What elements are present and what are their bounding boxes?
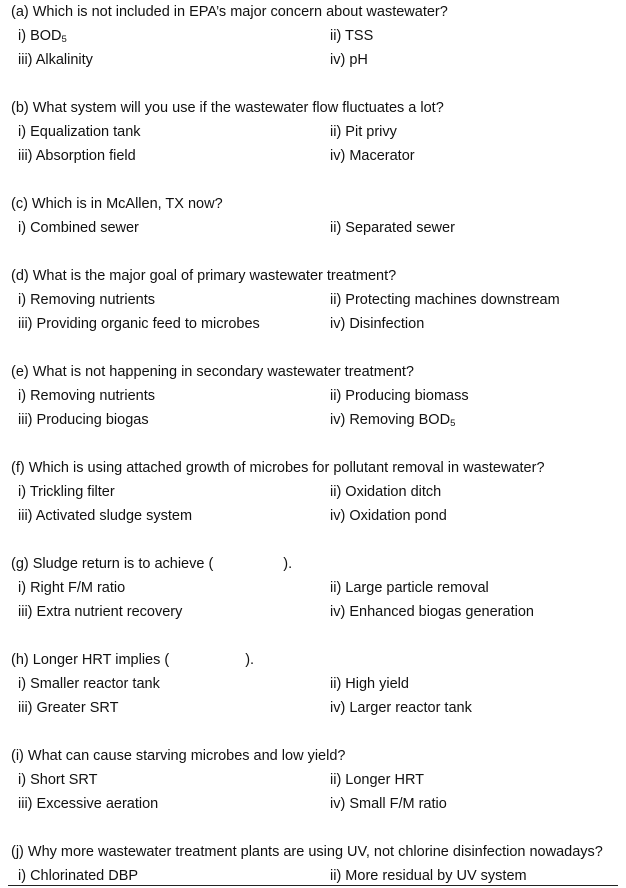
question-prompt: (i) What can cause starving microbes and low yield? <box>11 748 346 764</box>
option-ii: ii) Large particle removal <box>330 580 489 596</box>
option-ii: ii) High yield <box>330 676 409 692</box>
question-prompt: (f) Which is using attached growth of microbes for pollutant removal in wastewater? <box>11 460 545 476</box>
option-i: i) Chlorinated DBP <box>18 868 139 884</box>
option-i: i) Removing nutrients <box>18 388 155 404</box>
question-prompt: (j) Why more wastewater treatment plants are using UV, not chlorine disinfection nowadays? <box>11 844 603 860</box>
option-ii: ii) Protecting machines downstream <box>330 292 560 308</box>
option-ii: ii) Longer HRT <box>330 772 425 788</box>
option-iv: iv) Enhanced biogas generation <box>330 604 534 620</box>
option-iv: iv) Disinfection <box>330 316 425 332</box>
option-i: i) Trickling filter <box>18 484 115 500</box>
option-i: i) Short SRT <box>18 772 98 788</box>
option-i: i) $BOD_5$ <box>18 28 67 45</box>
bottom-divider <box>8 885 618 886</box>
option-iv: iv) Oxidation pond <box>330 508 447 524</box>
option-ii: ii) Oxidation ditch <box>330 484 442 500</box>
option-i: i) Smaller reactor tank <box>18 676 160 692</box>
option-ii: ii) TSS <box>330 28 374 44</box>
option-iii: iii) Activated sludge system <box>18 508 193 524</box>
option-iv: iv) Larger reactor tank <box>330 700 472 716</box>
option-iii: iii) Alkalinity <box>18 52 93 68</box>
question-prompt: (c) Which is in McAllen, TX now? <box>11 196 223 212</box>
subscript: 5 <box>61 34 67 45</box>
option-iv: iv) Removing $BOD_5$ <box>330 412 456 429</box>
option-iii: iii) Producing biogas <box>18 412 149 428</box>
option-ii: ii) Pit privy <box>330 124 397 140</box>
option-iii: iii) Greater SRT <box>18 700 119 716</box>
option-iv: iv) Macerator <box>330 148 415 164</box>
option-ii: ii) More residual by UV system <box>330 868 527 884</box>
option-iv: iv) pH <box>330 52 368 68</box>
question-prompt: (e) What is not happening in secondary wastewater treatment? <box>11 364 414 380</box>
option-iv: iv) Small F/M ratio <box>330 796 447 812</box>
option-i: i) Right F/M ratio <box>18 580 126 596</box>
question-prompt: (d) What is the major goal of primary wastewater treatment? <box>11 268 397 284</box>
option-iii: iii) Excessive aeration <box>18 796 159 812</box>
option-ii: ii) Producing biomass <box>330 388 469 404</box>
option-i: i) Combined sewer <box>18 220 139 236</box>
subscript: 5 <box>450 418 456 429</box>
option-iii: iii) Providing organic feed to microbes <box>18 316 260 332</box>
question-prompt: (h) Longer HRT implies ( ). <box>11 652 255 668</box>
option-i: i) Equalization tank <box>18 124 141 140</box>
question-prompt: (g) Sludge return is to achieve ( ). <box>11 556 293 572</box>
option-iii: iii) Absorption field <box>18 148 136 164</box>
option-i: i) Removing nutrients <box>18 292 155 308</box>
option-ii: ii) Separated sewer <box>330 220 455 236</box>
question-prompt: (b) What system will you use if the wastewater flow fluctuates a lot? <box>11 100 444 116</box>
option-iii: iii) Extra nutrient recovery <box>18 604 183 620</box>
question-prompt: (a) Which is not included in EPA’s major concern about wastewater? <box>11 4 448 20</box>
